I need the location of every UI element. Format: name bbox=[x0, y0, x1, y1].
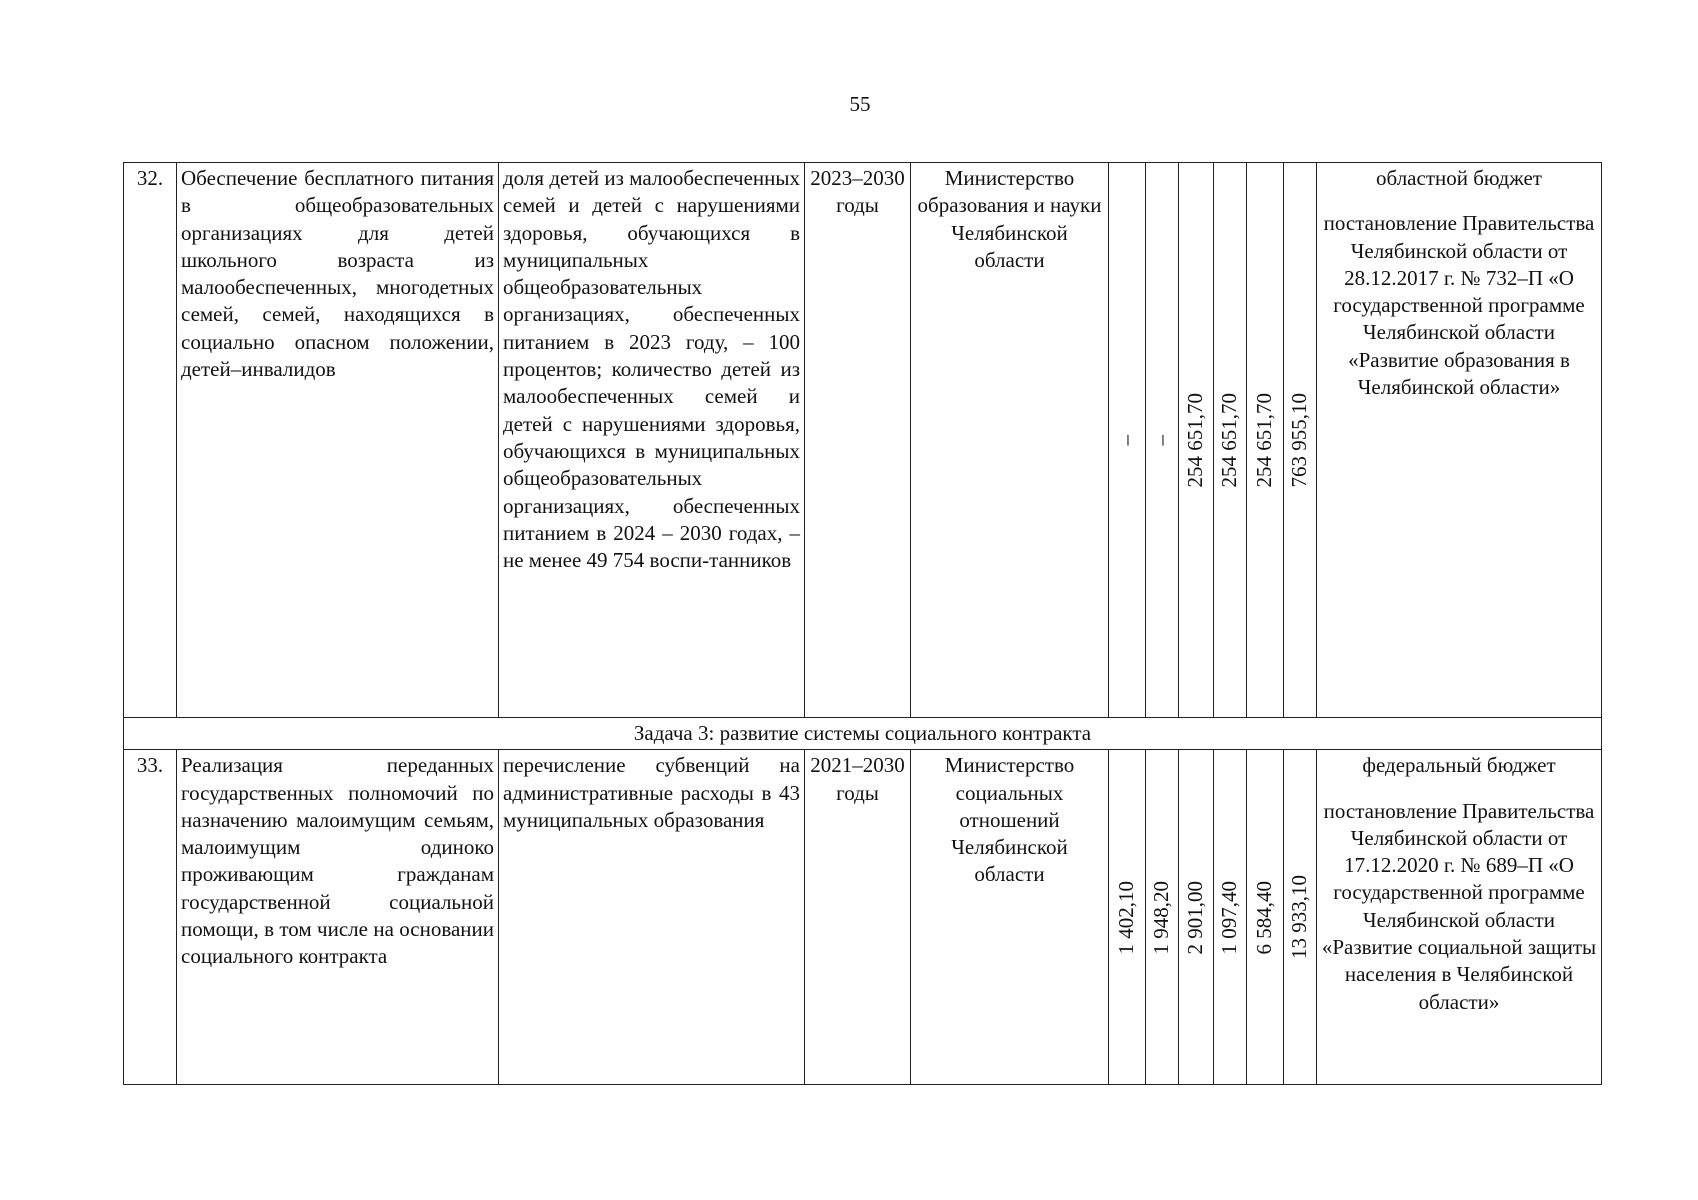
result-indicator: перечисление субвенций на административные расходы в 43 муниципальных образования bbox=[499, 750, 805, 1085]
budget-source: федеральный бюджет bbox=[1362, 753, 1556, 778]
program-events-table bbox=[123, 162, 1602, 1085]
result-indicator: доля детей из малообеспеченных семей и детей с нарушениями здоровья, обучающихся в муниципальных общеобразовательных организациях, обеспеченных питанием в 2023 году, – 100 процентов; количество детей из малообеспеченных семей и детей с нарушениями здоровья, обучающихся в муниципальных общеобразовательных организациях, обеспеченных питанием в 2024 – 2030 годах, – не менее 49 754 воспи-танников bbox=[499, 163, 805, 718]
funding-value bbox=[1109, 163, 1146, 718]
value-text: 6 584,40 bbox=[1252, 880, 1277, 955]
funding-source-cell bbox=[1317, 750, 1602, 1085]
task-heading: Задача 3: развитие системы социального контракта bbox=[124, 718, 1602, 750]
task-row bbox=[124, 718, 1602, 750]
value-text: 1 948,20 bbox=[1149, 880, 1174, 955]
value-text: 254 651,70 bbox=[1252, 392, 1277, 488]
implementation-period: 2021–2030 годы bbox=[805, 750, 911, 1085]
legal-basis: постановление Правительства Челябинской области от 28.12.2017 г. № 732–П «О государственной программе Челябинской области «Развитие образования в Челябинской области» bbox=[1323, 211, 1595, 400]
value-text: 763 955,10 bbox=[1287, 392, 1312, 488]
funding-value bbox=[1284, 163, 1317, 718]
funding-value bbox=[1214, 750, 1247, 1085]
executor: Министерство образования и науки Челябинской области bbox=[911, 163, 1109, 718]
funding-value bbox=[1146, 750, 1179, 1085]
funding-source-cell bbox=[1317, 163, 1602, 718]
implementation-period: 2023–2030 годы bbox=[805, 163, 911, 718]
page-number: 55 bbox=[849, 92, 871, 116]
funding-value bbox=[1146, 163, 1179, 718]
event-name: Обеспечение бесплатного питания в общеобразовательных организациях для детей школьного возраста из малообеспеченных, многодетных семей, семей, находящихся в социально опасном положении, детей–инвалидов bbox=[177, 163, 499, 718]
funding-value bbox=[1284, 750, 1317, 1085]
executor: Министерство социальных отношений Челябинской области bbox=[911, 750, 1109, 1085]
funding-value bbox=[1247, 750, 1284, 1085]
value-text: – bbox=[1114, 434, 1139, 446]
legal-basis: постановление Правительства Челябинской области от 17.12.2020 г. № 689–П «О государственной программе Челябинской области «Развитие социальной защиты населения в Челябинской области» bbox=[1321, 798, 1597, 1014]
budget-source: областной бюджет bbox=[1376, 166, 1542, 190]
funding-value bbox=[1179, 163, 1214, 718]
funding-value bbox=[1109, 750, 1146, 1085]
row-number: 32. bbox=[124, 163, 177, 718]
row-number: 33. bbox=[124, 750, 177, 1085]
table-row bbox=[124, 750, 1602, 1085]
event-name: Реализация переданных государственных полномочий по назначению малоимущим семьям, малоимущим одиноко проживающим гражданам государственной социальной помощи, в том числе на основании социального контракта bbox=[177, 750, 499, 1085]
value-text: 13 933,10 bbox=[1287, 875, 1312, 960]
value-text: – bbox=[1149, 434, 1174, 446]
value-text: 254 651,70 bbox=[1183, 392, 1208, 488]
funding-value bbox=[1214, 163, 1247, 718]
table-row bbox=[124, 163, 1602, 718]
funding-value bbox=[1247, 163, 1284, 718]
value-text: 1 402,10 bbox=[1114, 880, 1139, 955]
value-text: 1 097,40 bbox=[1217, 880, 1242, 955]
value-text: 2 901,00 bbox=[1183, 880, 1208, 955]
value-text: 254 651,70 bbox=[1217, 392, 1242, 488]
funding-value bbox=[1179, 750, 1214, 1085]
